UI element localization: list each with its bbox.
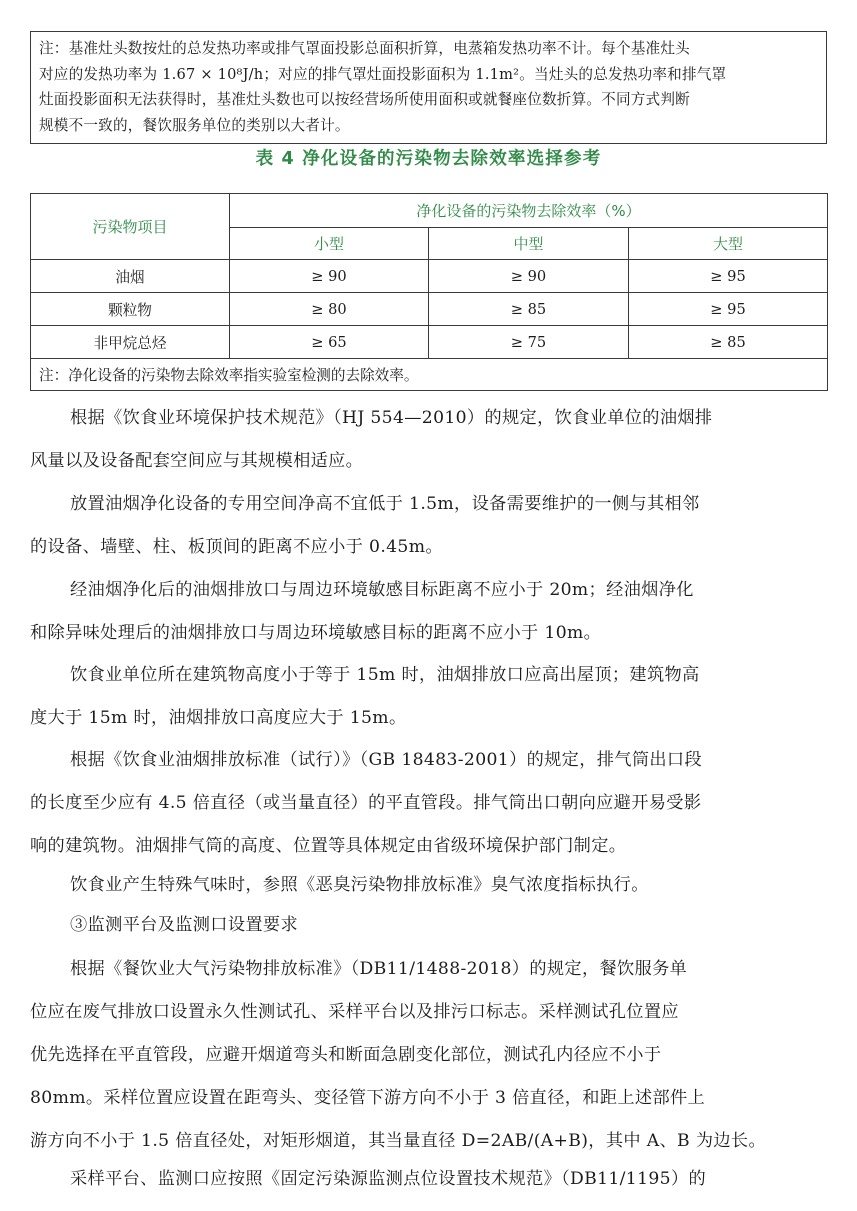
paragraph-line: 风量以及设备配套空间应与其规模相适应。 (30, 451, 364, 471)
paragraph-line: 80mm。采样位置应设置在距弯头、变径管下游方向不小于 3 倍直径，和距上述部件上 (30, 1088, 706, 1108)
cell-large: ≥ 95 (629, 260, 828, 293)
subheading-monitoring-platform (30, 904, 829, 947)
paragraph-line: 和除异味处理后的油烟排放口与周边环境敏感目标的距离不应小于 10m。 (30, 623, 602, 643)
header-large: 大型 (629, 228, 828, 260)
header-medium: 中型 (429, 228, 629, 260)
cell-medium: ≥ 90 (429, 260, 629, 293)
note-line: 灶面投影面积无法获得时，基准灶头数也可以按经营场所使用面积或就餐座位数折算。不同方式判断 (39, 91, 690, 108)
cell-large: ≥ 85 (629, 326, 828, 359)
header-efficiency-group: 净化设备的污染物去除效率（%） (230, 194, 828, 228)
paragraph-line: ③监测平台及监测口设置要求 (70, 915, 298, 935)
note-line: 注：基准灶头数按灶的总发热功率或排气罩面投影总面积折算，电蒸箱发热功率不计。每个基准灶头 (39, 40, 690, 57)
cell-large: ≥ 95 (629, 293, 828, 326)
paragraph-line: 根据《饮食业油烟排放标准（试行）》（GB 18483-2001）的规定，排气筒出口段 (70, 750, 702, 770)
paragraph-odor (30, 864, 829, 907)
paragraph-line: 采样平台、监测口应按照《固定污染源监测点位设置技术规范》（DB11/1195）的 (70, 1169, 707, 1189)
paragraph-db11-1195 (30, 1158, 829, 1201)
cell-small: ≥ 90 (230, 260, 429, 293)
header-pollutant-item: 污染物项目 (31, 194, 230, 260)
table-row (31, 260, 828, 293)
note-line: 对应的发热功率为 1.67 × 10⁸J/h；对应的排气罩灶面投影面积为 1.1m²。当灶头的总发热功率和排气罩 (39, 65, 727, 83)
header-small: 小型 (230, 228, 429, 260)
paragraph-line: 游方向不小于 1.5 倍直径处，对矩形烟道，其当量直径 D=2AB/(A+B)，其中 A、B 为边长。 (30, 1131, 766, 1151)
paragraph-equipment-space (30, 483, 829, 569)
paragraph-hj554 (30, 397, 829, 483)
paragraph-line: 优先选择在平直管段，应避开烟道弯头和断面急剧变化部位，测试孔内径应不小于 (30, 1045, 662, 1065)
paragraph-line: 响的建筑物。油烟排气筒的高度、位置等具体规定由省级环境保护部门制定。 (30, 836, 627, 856)
paragraph-line: 根据《餐饮业大气污染物排放标准》（DB11/1488-2018）的规定，餐饮服务单 (70, 959, 688, 979)
paragraph-line: 度大于 15m 时，油烟排放口高度应大于 15m。 (30, 708, 407, 728)
cell-medium: ≥ 75 (429, 326, 629, 359)
note-line: 规模不一致的，餐饮服务单位的类别以大者计。 (39, 116, 350, 134)
paragraph-db11-1488 (30, 948, 829, 1163)
paragraph-line: 位应在废气排放口设置永久性测试孔、采样平台以及排污口标志。采样测试孔位置应 (30, 1002, 679, 1022)
paragraph-line: 经油烟净化后的油烟排放口与周边环境敏感目标距离不应小于 20m；经油烟净化 (70, 580, 694, 600)
paragraph-line: 放置油烟净化设备的专用空间净高不宜低于 1.5m，设备需要维护的一侧与其相邻 (70, 494, 700, 514)
row-pollutant: 油烟 (31, 260, 230, 293)
paragraph-line: 饮食业单位所在建筑物高度小于等于 15m 时，油烟排放口应高出屋顶；建筑物高 (70, 665, 700, 685)
paragraph-line: 的设备、墙壁、柱、板顶间的距离不应小于 0.45m。 (30, 537, 443, 557)
table-row (31, 326, 828, 359)
row-pollutant: 颗粒物 (31, 293, 230, 326)
paragraph-line: 根据《饮食业环境保护技术规范》（HJ 554—2010）的规定，饮食业单位的油烟排 (70, 408, 713, 428)
paragraph-gb18483 (30, 739, 829, 868)
cell-small: ≥ 80 (230, 293, 429, 326)
row-pollutant: 非甲烷总烃 (31, 326, 230, 359)
paragraph-line: 饮食业产生特殊气味时，参照《恶臭污染物排放标准》臭气浓度指标执行。 (70, 875, 649, 895)
standard-note-box (30, 31, 827, 144)
table-row (31, 293, 828, 326)
paragraph-line: 的长度至少应有 4.5 倍直径（或当量直径）的平直管段。排气筒出口朝向应避开易受影 (30, 793, 702, 813)
table-title: 表 4 净化设备的污染物去除效率选择参考 (255, 149, 602, 169)
cell-small: ≥ 65 (230, 326, 429, 359)
table-note: 注：净化设备的污染物去除效率指实验室检测的去除效率。 (31, 359, 828, 391)
removal-efficiency-table (30, 193, 828, 391)
paragraph-building-height (30, 654, 829, 740)
cell-medium: ≥ 85 (429, 293, 629, 326)
paragraph-outlet-distance (30, 569, 829, 655)
